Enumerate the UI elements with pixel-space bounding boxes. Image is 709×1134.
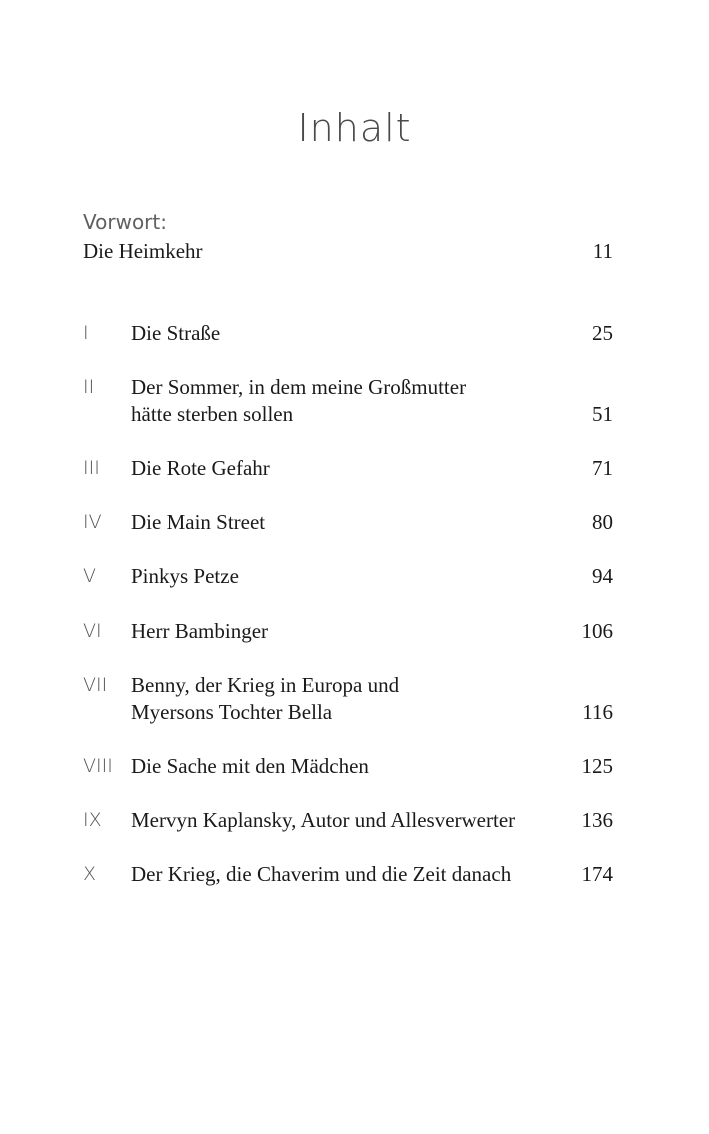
chapter-title (131, 374, 551, 428)
chapter-number: X (83, 863, 97, 885)
chapter-title-line: Mervyn Kaplansky, Autor und Allesverwerter (131, 808, 516, 832)
chapter-number: V (83, 565, 96, 587)
chapter-number: VII (83, 674, 108, 696)
chapter-title-line: hätte sterben sollen (131, 402, 294, 426)
chapter-title-line: Die Straße (131, 321, 221, 345)
chapter-title (131, 455, 551, 482)
chapter-title (131, 509, 551, 536)
chapter-title (131, 753, 551, 780)
page-number: 136 (581, 808, 613, 832)
chapter-number: VIII (83, 755, 113, 777)
page-number: 94 (592, 564, 613, 588)
chapter-title (131, 320, 551, 347)
page-number: 116 (582, 700, 613, 724)
chapter-title-line: Myersons Tochter Bella (131, 700, 333, 724)
preface-label: Vorwort: (83, 210, 167, 234)
chapter-title (131, 861, 551, 888)
chapter-number: IV (83, 511, 102, 533)
chapter-number: I (83, 322, 89, 344)
chapter-title (83, 238, 503, 265)
chapter-title-line: Die Heimkehr (83, 239, 203, 263)
chapter-number: III (83, 457, 100, 479)
page-number: 25 (592, 321, 613, 345)
page-number: 71 (592, 456, 613, 480)
chapter-title-line: Der Sommer, in dem meine Großmutter (131, 375, 467, 399)
page-number: 106 (581, 619, 613, 643)
chapter-title-line: Die Sache mit den Mädchen (131, 754, 369, 778)
chapter-title (131, 807, 551, 834)
chapter-title-line: Die Main Street (131, 510, 266, 534)
chapter-title-line: Pinkys Petze (131, 564, 239, 588)
chapter-title-line: Herr Bambinger (131, 619, 269, 643)
chapter-number: II (83, 376, 95, 398)
page-number: 174 (581, 862, 613, 886)
chapter-number: IX (83, 809, 102, 831)
chapter-title (131, 672, 551, 726)
chapter-title (131, 563, 551, 590)
page-number: 51 (592, 402, 613, 426)
chapter-title (131, 618, 551, 645)
page-number: 125 (581, 754, 613, 778)
chapter-title-line: Benny, der Krieg in Europa und (131, 673, 400, 697)
chapter-title-line: Die Rote Gefahr (131, 456, 270, 480)
page-number: 80 (592, 510, 613, 534)
chapter-number: VI (83, 620, 102, 642)
page-number: 11 (592, 239, 613, 263)
chapter-title-line: Der Krieg, die Chaverim und die Zeit danach (131, 862, 512, 886)
page-title: Inhalt (297, 106, 412, 150)
